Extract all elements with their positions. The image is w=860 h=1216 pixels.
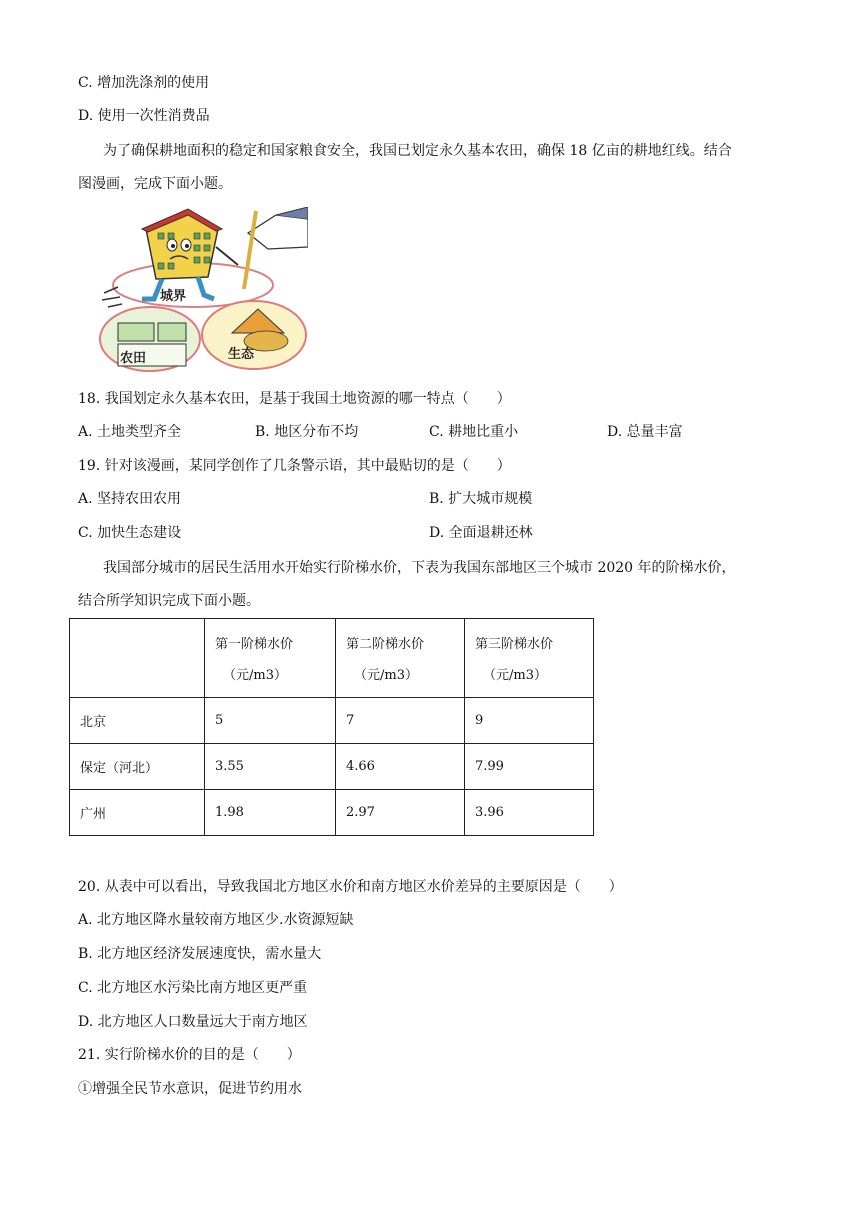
- table-cell-tier1: 3.55: [205, 744, 336, 790]
- cartoon-label-city: 城界: [160, 289, 187, 304]
- water-passage-line1: 我国部分城市的居民生活用水开始实行阶梯水价，下表为我国东部地区三个城市 2020 年的阶梯水价，: [103, 560, 736, 576]
- q20-option-d: D. 北方地区人口数量远大于南方地区: [78, 1014, 308, 1030]
- table-cell-tier2: 7: [336, 698, 465, 744]
- cartoon-label-farm: 农田: [120, 351, 147, 366]
- table-row: [70, 744, 594, 790]
- q18-stem: 18. 我国划定永久基本农田，是基于我国土地资源的哪一特点（ ）: [78, 391, 511, 407]
- table-header-row: [70, 619, 594, 698]
- q19-stem: 19. 针对该漫画，某同学创作了几条警示语，其中最贴切的是（ ）: [78, 458, 511, 474]
- q20-option-a: A. 北方地区降水量较南方地区少.水资源短缺: [78, 912, 354, 928]
- header-unit: （元/m3）: [483, 668, 547, 683]
- q21-item-1: ①增强全民节水意识，促进节约用水: [78, 1081, 302, 1097]
- q19-option-d: D. 全面退耕还林: [429, 525, 533, 541]
- prev-option-c: C. 增加洗涤剂的使用: [78, 75, 210, 91]
- water-price-table: [69, 618, 594, 836]
- table-cell-city: 北京: [70, 698, 205, 744]
- q18-option-a: A. 土地类型齐全: [78, 424, 182, 440]
- table-cell-tier2: 2.97: [336, 790, 465, 836]
- q18-option-b: B. 地区分布不均: [255, 424, 359, 440]
- header-label: 第二阶梯水价: [346, 637, 425, 652]
- table-header-tier1: [205, 619, 336, 698]
- table-cell-city: 广州: [70, 790, 205, 836]
- table-cell-tier3: 9: [465, 698, 594, 744]
- table-cell-tier3: 3.96: [465, 790, 594, 836]
- table-row: [70, 790, 594, 836]
- water-passage-line2: 结合所学知识完成下面小题。: [78, 593, 260, 609]
- q18-option-d: D. 总量丰富: [607, 424, 683, 440]
- q19-option-c: C. 加快生态建设: [78, 525, 182, 541]
- header-label: 第三阶梯水价: [475, 637, 554, 652]
- table-cell-tier2: 4.66: [336, 744, 465, 790]
- header-unit: （元/m3）: [354, 668, 418, 683]
- q20-option-b: B. 北方地区经济发展速度快，需水量大: [78, 946, 322, 962]
- table-header-empty: [70, 619, 205, 698]
- q21-stem: 21. 实行阶梯水价的目的是（ ）: [78, 1047, 301, 1063]
- q18-option-c: C. 耕地比重小: [429, 424, 519, 440]
- farmland-passage-line2: 图漫画，完成下面小题。: [78, 176, 232, 192]
- farmland-passage-line1: 为了确保耕地面积的稳定和国家粮食安全，我国已划定永久基本农田，确保 18 亿亩的耕地红线。结合: [103, 143, 732, 159]
- farmland-cartoon-image: [98, 207, 308, 375]
- table-header-tier3: [465, 619, 594, 698]
- q19-option-a: A. 坚持农田农用: [78, 491, 182, 507]
- q19-option-b: B. 扩大城市规模: [429, 491, 533, 507]
- table-cell-tier3: 7.99: [465, 744, 594, 790]
- prev-option-d: D. 使用一次性消费品: [78, 108, 210, 124]
- table-cell-tier1: 1.98: [205, 790, 336, 836]
- table-header-tier2: [336, 619, 465, 698]
- cartoon-label-eco: 生态: [228, 347, 255, 362]
- q20-stem: 20. 从表中可以看出，导致我国北方地区水价和南方地区水价差异的主要原因是（ ）: [78, 879, 623, 895]
- header-label: 第一阶梯水价: [215, 637, 294, 652]
- table-row: [70, 698, 594, 744]
- q20-option-c: C. 北方地区水污染比南方地区更严重: [78, 980, 308, 996]
- table-cell-tier1: 5: [205, 698, 336, 744]
- header-unit: （元/m3）: [223, 668, 287, 683]
- table-cell-city: 保定（河北）: [70, 744, 205, 790]
